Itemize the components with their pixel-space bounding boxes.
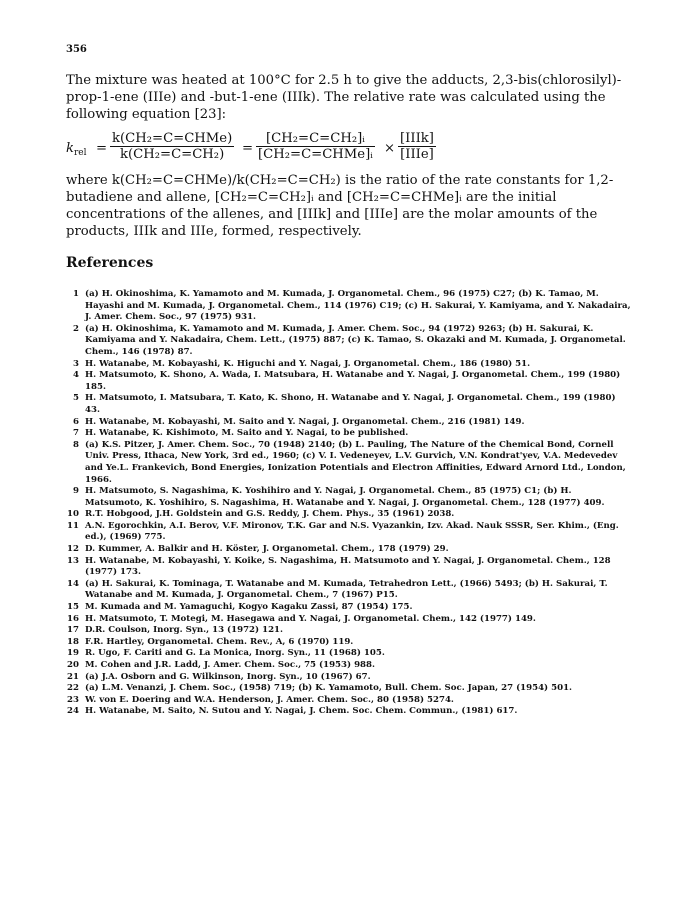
reference-item (66, 486, 632, 509)
reference-item (66, 509, 632, 521)
page-number: 356 (66, 44, 87, 55)
rate-constant-fraction (110, 131, 234, 162)
reference-item (66, 544, 632, 556)
reference-text: M. Kumada and M. Yamaguchi, Kogyo Kagaku Zassi, 87 (1954) 175. (85, 602, 413, 613)
reference-item (66, 440, 632, 486)
reference-number: 3 (73, 358, 79, 369)
fraction-2-numerator: [CH₂=C=CH₂]ᵢ (266, 131, 365, 146)
reference-item (66, 370, 632, 393)
equation-lhs (66, 141, 87, 156)
fraction-1-denominator: k(CH₂=C=CH₂) (110, 146, 234, 162)
reference-number: 5 (73, 393, 79, 404)
reference-text: H. Watanabe, M. Kobayashi, K. Higuchi and Y. Nagai, J. Organometal. Chem., 186 (1980) 51. (85, 358, 531, 369)
reference-number: 18 (67, 636, 79, 647)
reference-number: 6 (73, 416, 79, 427)
reference-text: R.T. Hobgood, J.H. Goldstein and G.S. Reddy, J. Chem. Phys., 35 (1961) 2038. (85, 509, 455, 520)
reference-text: (a) J.A. Osborn and G. Wilkinson, Inorg. Syn., 10 (1967) 67. (85, 671, 371, 682)
reference-item (66, 359, 632, 371)
reference-text: W. von E. Doering and W.A. Henderson, J. Amer. Chem. Soc., 80 (1958) 5274. (85, 694, 454, 705)
reference-number: 14 (67, 578, 79, 589)
reference-text: (a) K.S. Pitzer, J. Amer. Chem. Soc., 70 (1948) 2140; (b) L. Pauling, The Nature of the Chemical Bond, Cornell Univ. Press, Ithaca, New York, 3rd ed., 1960; (c) V. I. Vedeneyev, L.V. Gurvich, V.N. Kondrat'yev, V.A. Medevedev and Ye.L. Frankevich, Bond Energies, Ionization Potentials and Electron Affinities, Edward Arnord Ltd., London, 1966. (85, 439, 626, 485)
reference-text: (a) L.M. Venanzi, J. Chem. Soc., (1958) 719; (b) K. Yamamoto, Bull. Chem. Soc. Japan, 27 (1954) 501. (85, 683, 573, 694)
times-sign: × (384, 141, 396, 156)
reference-item (66, 695, 632, 707)
references-heading: References (66, 255, 154, 271)
equals-sign-2: = (242, 141, 254, 156)
reference-text: H. Watanabe, M. Kobayashi, M. Saito and Y. Nagai, J. Organometal. Chem., 216 (1981) 149. (85, 416, 525, 427)
reference-item (66, 579, 632, 602)
fraction-3-numerator: [IIIk] (400, 131, 434, 146)
reference-item (66, 521, 632, 544)
where-paragraph: where k(CH₂=C=CHMe)/k(CH₂=C=CH₂) is the ratio of the rate constants for 1,2-butadiene and allene, [CH₂=C=CH₂]ᵢ and [CH₂=C=CHMe]ᵢ are the initial concentrations of the allenes, and [IIIk] and [IIIe] are the molar amounts of the products, IIIk and IIIe, formed, respectively. (66, 173, 614, 239)
reference-number: 15 (67, 602, 79, 613)
reference-text: H. Matsumoto, T. Motegi, M. Hasegawa and Y. Nagai, J. Organometal. Chem., 142 (1977) 149. (85, 613, 536, 624)
reference-text: H. Watanabe, M. Saito, N. Sutou and Y. Nagai, J. Chem. Soc. Chem. Commun., (1981) 617. (85, 706, 518, 717)
reference-text: M. Cohen and J.R. Ladd, J. Amer. Chem. Soc., 75 (1953) 988. (85, 660, 376, 670)
reference-item (66, 602, 632, 614)
fraction-1-numerator: k(CH₂=C=CHMe) (112, 131, 233, 146)
reference-number: 12 (67, 544, 79, 555)
reference-number: 23 (67, 694, 79, 705)
reference-item (66, 683, 632, 695)
intro-text: The mixture was heated at 100°C for 2.5 h to give the adducts, 2,3-bis(chlorosilyl)-prop-1-ene (IIIe) and -but-1-ene (IIIk). The relative rate was calculated using the following equation [23]: (66, 73, 622, 122)
reference-item (66, 672, 632, 684)
intro-paragraph (66, 72, 626, 123)
reference-item (66, 417, 632, 429)
reference-text: D. Kummer, A. Balkir and H. Köster, J. Organometal. Chem., 178 (1979) 29. (85, 544, 449, 555)
reference-item (66, 393, 632, 416)
reference-text: H. Matsumoto, I. Matsubara, T. Kato, K. Shono, H. Watanabe and Y. Nagai, J. Organometal. Chem., 199 (1980) 43. (85, 393, 616, 415)
reference-number: 22 (67, 683, 79, 694)
reference-text: D.R. Coulson, Inorg. Syn., 13 (1972) 121. (85, 625, 284, 636)
reference-text: H. Watanabe, K. Kishimoto, M. Saito and Y. Nagai, to be published. (85, 428, 409, 439)
reference-item (66, 648, 632, 660)
reference-item (66, 625, 632, 637)
reference-item (66, 289, 632, 324)
reference-text: H. Matsumoto, K. Shono, A. Wada, I. Matsubara, H. Watanabe and Y. Nagai, J. Organometal. Chem., 199 (1980) 185. (85, 370, 621, 392)
equals-sign-1: = (96, 141, 108, 156)
reference-text: R. Ugo, F. Cariti and G. La Monica, Inorg. Syn., 11 (1968) 105. (85, 648, 385, 659)
reference-number: 19 (67, 648, 79, 659)
relative-rate-equation (66, 129, 626, 169)
equation-k-subscript: rel (74, 148, 87, 158)
reference-number: 7 (73, 428, 79, 439)
reference-number: 24 (67, 706, 79, 717)
reference-number: 11 (67, 520, 79, 531)
concentration-fraction (256, 131, 375, 162)
product-fraction (398, 131, 436, 162)
reference-text: (a) H. Sakurai, K. Tominaga, T. Watanabe and M. Kumada, Tetrahedron Lett., (1966) 5493; (b) H. Sakurai, T. Watanabe and M. Kumada, J. Organometal. Chem., 7 (1967) P15. (85, 578, 608, 601)
reference-item (66, 556, 632, 579)
reference-item (66, 660, 632, 672)
reference-text: F.R. Hartley, Organometal. Chem. Rev., A, 6 (1970) 119. (85, 636, 354, 647)
reference-item (66, 637, 632, 649)
reference-number: 8 (73, 439, 79, 450)
reference-number: 4 (73, 370, 79, 381)
reference-item (66, 706, 632, 718)
reference-item (66, 428, 632, 440)
reference-text: H. Watanabe, M. Kobayashi, Y. Koike, S. Nagashima, H. Matsumoto and Y. Nagai, J. Organometal. Chem., 128 (1977) 173. (85, 555, 611, 578)
reference-number: 2 (73, 323, 79, 334)
reference-item (66, 324, 632, 359)
reference-number: 13 (67, 555, 79, 566)
reference-number: 10 (67, 509, 79, 520)
reference-item (66, 614, 632, 626)
fraction-2-denominator: [CH₂=C=CHMe]ᵢ (258, 147, 373, 162)
equation-k-symbol: k (66, 141, 74, 156)
reference-number: 16 (67, 613, 79, 624)
reference-text: (a) H. Okinoshima, K. Yamamoto and M. Kumada, J. Amer. Chem. Soc., 94 (1972) 9263; (b) H. Sakurai, K. Kamiyama and Y. Nakadaira, Chem. Lett., (1975) 887; (c) K. Tamao, S. Okazaki and M. Kumada, J. Organometal. Chem., 146 (1978) 87. (85, 323, 626, 357)
reference-number: 20 (67, 660, 79, 670)
reference-text: A.N. Egorochkin, A.I. Berov, V.F. Mironov, T.K. Gar and N.S. Vyazankin, Izv. Akad. Nauk SSSR, Ser. Khim., (Eng. ed.), (1969) 775. (85, 520, 619, 543)
references-list (66, 289, 632, 718)
reference-text: (a) H. Okinoshima, K. Yamamoto and M. Kumada, J. Organometal. Chem., 96 (1975) C27; (b) K. Tamao, M. Hayashi and M. Kumada, J. Organometal. Chem., 114 (1976) C19; (c) H. Sakurai, Y. Kamiyama, and Y. Nakadaira, J. Amer. Chem. Soc., 97 (1975) 931. (85, 289, 631, 323)
reference-number: 17 (67, 625, 79, 636)
reference-number: 21 (67, 671, 79, 682)
reference-number: 1 (73, 289, 79, 299)
reference-number: 9 (73, 486, 79, 497)
fraction-3-denominator: [IIIe] (398, 146, 436, 162)
reference-text: H. Matsumoto, S. Nagashima, K. Yoshihiro and Y. Nagai, J. Organometal. Chem., 85 (1975) C1; (b) H. Matsumoto, K. Yoshihiro, S. Nagashima, H. Watanabe and Y. Nagai, J. Organometal. Chem., 128 (1977) 409. (85, 486, 605, 508)
